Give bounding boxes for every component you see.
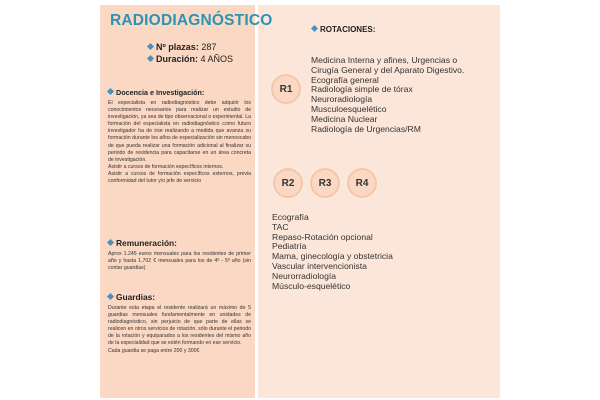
r4-badge: R4	[347, 168, 377, 198]
diamond-bullet-icon	[147, 43, 154, 50]
list-item: Ecografía general	[311, 74, 379, 85]
docencia-paragraph: Asistir a cursos de formación específicos externos, previa conformidad del tutor y/o jefe de servicio	[108, 170, 251, 185]
diamond-bullet-icon	[107, 88, 114, 95]
r3-badge: R3	[310, 168, 340, 198]
guardias-heading: Guardias:	[108, 292, 155, 302]
remuneracion-text: Aprox 1.245 euros mensuales para los residentes de primer año y hasta 1.702 € mensuales para los de 4º - 5º año (sin contar guardias)	[108, 251, 251, 272]
list-item: Radiología simple de tórax	[311, 84, 413, 95]
guardias-cost: Cada guardia se paga entre 200 y 300€	[108, 347, 200, 354]
list-item: Pediatría	[272, 241, 307, 252]
list-item: Neurorradiología	[272, 270, 337, 281]
list-item: Neuroradiología	[311, 94, 373, 105]
guardias-text: Durante esta etapa el residente realizará un máximo de 5 guardias mensuales fundamentalmente en unidades de radiodiagnóstico, sin perjuicio de que parte de ellas se realicen en otros servicios de rotación, sólo durante el periodo de la rotación y equiparados a los residentes del mismo año de la especialidad que se estén formando en ese servicio. Cada guardia se paga entre 200 y 300€	[108, 305, 251, 354]
rotaciones-heading: ROTACIONES:	[312, 25, 375, 34]
duracion-value: 4 AÑOS	[200, 54, 234, 64]
r2-badge: R2	[273, 168, 303, 198]
plazas-line: Nº plazas: 287	[148, 42, 216, 52]
page-title: RADIODIAGNÓSTICO	[110, 12, 273, 29]
list-item: Mama, ginecología y obstetricia	[272, 251, 393, 262]
list-item: Medicina Nuclear	[311, 113, 378, 124]
list-item: Musculoesquelético	[311, 103, 387, 114]
plazas-value: 287	[201, 42, 217, 52]
remuneracion-heading: Remuneración:	[108, 238, 177, 248]
plazas-label: Nº plazas	[156, 42, 196, 52]
duracion-line: Duración: 4 AÑOS	[148, 54, 233, 64]
diamond-bullet-icon	[147, 55, 154, 62]
docencia-text	[108, 100, 251, 185]
list-item: Músculo-esquelético	[272, 280, 351, 291]
list-item: Ecografía	[272, 212, 309, 222]
list-item: Radiología de Urgencias/RM	[311, 123, 421, 134]
diamond-bullet-icon	[107, 239, 114, 246]
list-item: Medicina Interna y afines, Urgencias o	[311, 55, 458, 65]
docencia-paragraph: El especialista en radiodiagnóstico debe adquirir los conocimientos necesarios para realizar un estudio de investigación, ya sea de tipo observacional o experimental. La formación del especialista en radiodiagnóstico como futuro investigador ha de irse realizando a medida que avanza su formación durante los años de especialización sin menoscabo de que pueda realizar una formación adicional al finalizar su periodo de residencia para capacitarse en un área concreta de investigación.	[108, 100, 251, 163]
r2-r4-rotation-list	[272, 213, 393, 291]
docencia-paragraph: Asistir a cursos de formación específicos internos.	[108, 163, 224, 170]
duracion-label: Duración	[156, 54, 196, 64]
docencia-heading: Docencia e Investigación:	[108, 88, 204, 97]
list-item: Repaso-Rotación opcional	[272, 231, 373, 242]
list-item: TAC	[272, 221, 289, 232]
diamond-bullet-icon	[311, 25, 318, 32]
diamond-bullet-icon	[107, 293, 114, 300]
list-item: Vascular intervencionista	[272, 260, 367, 271]
r1-rotation-list	[311, 56, 464, 134]
list-item: Cirugía General y del Aparato Digestivo.	[311, 64, 465, 75]
r1-badge: R1	[271, 74, 301, 104]
